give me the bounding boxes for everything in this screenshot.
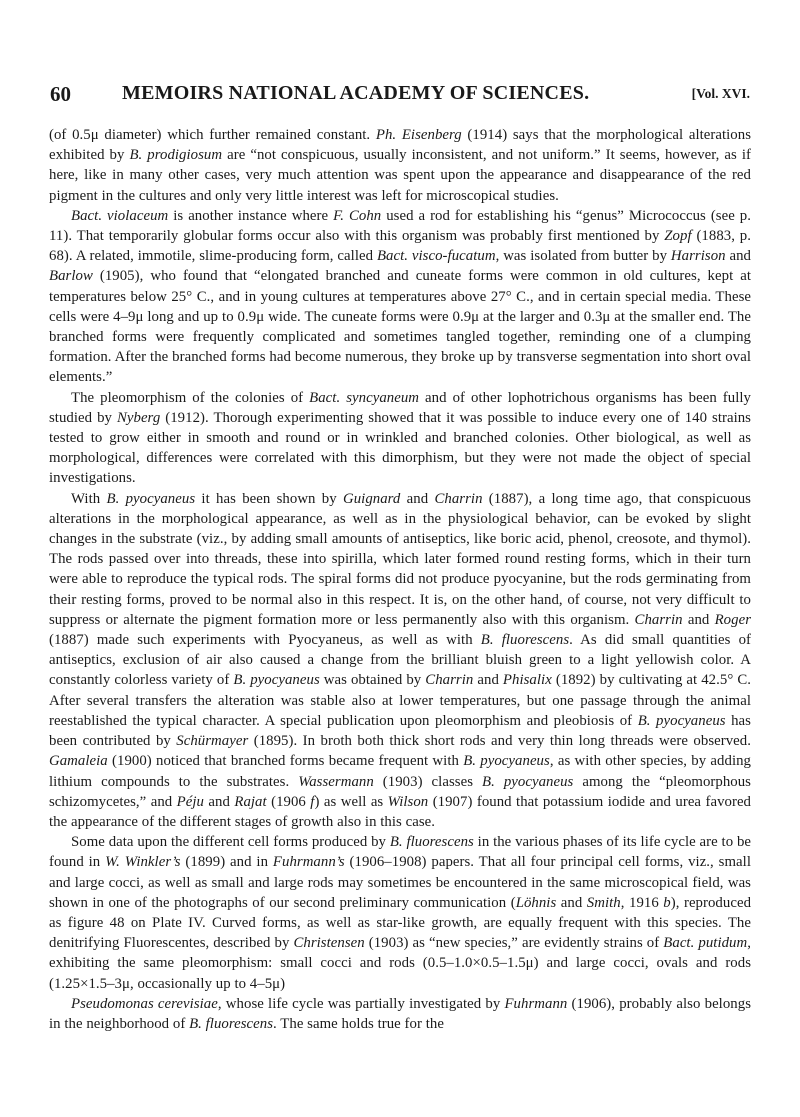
italic-run: Nyberg (116, 409, 161, 426)
italic-run: B. pyocyaneus (482, 773, 574, 790)
italic-run: Fuhrmann’s (272, 854, 345, 871)
text-run: (1900) noticed that branched forms became frequent with (107, 753, 464, 770)
text-run: . As did small quantities of antiseptics, exclusion of air also caused a change from the brilliant bluish green to a light yellowish color. A constantly colorless variety of (49, 632, 751, 689)
text-run: , as with other species, by adding lithium compounds to the substrates. (49, 753, 752, 790)
text-run: and (473, 672, 503, 689)
italic-run: Fuhrmann (504, 995, 568, 1012)
text-run: has been contributed by (49, 712, 751, 750)
text-run: . The same holds true for the (273, 1015, 444, 1032)
italic-run: f (310, 793, 315, 810)
text-run: Some data upon the different cell forms produced by (71, 834, 390, 851)
italic-run: Smith (586, 894, 621, 911)
paragraph-1 (49, 125, 751, 206)
italic-run: F. Cohn (333, 207, 382, 224)
italic-run: Roger (714, 611, 752, 628)
text-run: (1883, p. 68). A related, immotile, slime-producing form, called (49, 228, 752, 265)
italic-run: Charrin (434, 490, 483, 507)
italic-run: B. fluorescens (480, 632, 570, 649)
text-run: ) as well as (314, 793, 388, 810)
text-run: and (725, 248, 751, 265)
italic-run: Bact. syncyaneum (309, 389, 420, 406)
italic-run: B. pyocyaneus (637, 712, 726, 729)
italic-run: Rajat (234, 793, 267, 810)
text-run: is another instance where (168, 207, 334, 224)
text-run: (1895). In broth both thick short rods and very thin long threads were observed. (248, 733, 751, 750)
text-run: and of other lophotrichous organisms has been fully studied by (49, 389, 751, 426)
italic-run: Guignard (342, 490, 401, 507)
text-run: among the “pleomorphous schizomycetes,” and (49, 773, 751, 810)
body-text (49, 125, 751, 1034)
text-run: , whose life cycle was partially investigated by (217, 995, 505, 1012)
italic-run: Charrin (425, 672, 474, 689)
italic-run: Bact. visco-fucatum (376, 248, 496, 265)
italic-run: Schürmayer (176, 733, 249, 750)
text-run: (1906 (266, 793, 311, 810)
text-run: are “not conspicuous, usually inconsistent, and not uniform.” It seems, however, as if here, like in many other cases, very much attention was spent upon the appearance and disappearance of the red pigment in the cultures and only very little interest was left for microscopical studies. (49, 147, 751, 204)
italic-run: Bact. violaceum (71, 207, 169, 224)
italic-run: Ph. Eisenberg (375, 127, 462, 143)
italic-run: Bact. putidum (663, 935, 748, 952)
italic-run: Barlow (49, 268, 93, 285)
text-run: and (556, 894, 587, 911)
italic-run: W. Winkler’s (105, 854, 181, 871)
text-run: it has been shown by (195, 490, 343, 507)
text-run: used a rod for establishing his “genus” Micrococcus (see p. 11). That temporarily globular forms occur also with this organism was probably first mentioned by (49, 207, 751, 245)
text-run: , exhibiting the same pleomorphism: small cocci and rods (0.5–1.0×0.5–1.5μ) and large cocci, ovals and rods (1.25×1.5–3μ, occasionally up to 4–5μ) (49, 935, 751, 992)
text-run: (1906), probably also belongs in the neighborhood of (49, 995, 751, 1032)
text-run: in the various phases of its life cycle are to be found in (49, 834, 752, 871)
text-run: (1903) as “new species,” are evidently strains of (364, 935, 664, 952)
text-run: (1912). Thorough experimenting showed that it was possible to induce every one of 140 strains tested to grow either in smooth and round or in wrinkled and branched colonies. Other biological, as well as morphological, differences were correlated with this dimorphism, but they were not made the object of special investigations. (49, 409, 751, 487)
italic-run: Harrison (670, 248, 726, 265)
italic-run: Pseudomonas cerevisiae (71, 995, 218, 1012)
italic-run: B. pyocyaneus (233, 672, 320, 689)
paragraph-2 (49, 206, 751, 388)
paragraph-5 (49, 832, 751, 994)
text-run: (1907) found that potassium iodide and urea favored the appearance of the different stages of growth also in this case. (49, 793, 752, 830)
text-run: was obtained by (319, 672, 426, 689)
text-run: and (400, 490, 435, 507)
text-run: (1899) and in (180, 854, 273, 871)
text-run: (1906–1908) papers. That all four principal cell forms, viz., small and large cocci, as well as small and large rods may sometimes be encountered in the same microscopical field, was shown in one of the photographs of our second preliminary communication ( (49, 854, 751, 911)
italic-run: Wilson (387, 793, 429, 810)
paragraph-4 (49, 489, 751, 832)
paragraph-3 (49, 388, 751, 489)
text-run: (1905), who found that “elongated branched and cuneate forms were common in old cultures, kept at temperatures below 25° C., and in young cultures at temperatures above 27° C., and in certain special media. These cells were 4–9μ long and up to 0.9μ wide. The cuneate forms were 0.9μ at the larger and 0.3μ at the smaller end. The branched forms were frequently complicated and sometimes tangled together, reminding one of a clumping formation. After the branched forms had become numerous, they broke up by transverse segmentation into short oval elements.” (49, 268, 751, 386)
text-run: The pleomorphism of the colonies of (71, 389, 310, 406)
text-run: , was isolated from butter by (495, 248, 671, 265)
running-title: MEMOIRS NATIONAL ACADEMY OF SCIENCES. (122, 82, 590, 104)
volume-label: [Vol. XVI. (691, 86, 750, 101)
text-run: (1887), a long time ago, that conspicuous alterations in the morphological appearance, as well as in the physiological behavior, can be evoked by slight changes in the substrate (viz., by adding small amounts of antiseptics, like boric acid, phenol, creosote, and thymol). The rods passed over into threads, these into spirilla, which later formed round resting forms, which in their turn were able to reproduce the typical rods. The spiral forms did not produce pyocyanine, but the rods germinating from their resting forms, proved to be normal also in this respect. It is, on the other hand, of course, not very difficult to suppress or alternate the pigment formation more or less permanently also with this organism. (49, 490, 751, 628)
italic-run: B. pyocyaneus (463, 753, 550, 770)
text-run: ), reproduced as figure 48 on Plate IV. Curved forms, as well as star-like growth, are equally frequent with this species. The denitrifying Fluorescentes, described by (49, 894, 752, 952)
italic-run: Zopf (664, 228, 692, 245)
italic-run: B. prodigiosum (129, 147, 223, 164)
text-run: (1914) says that the morphological alterations exhibited by (49, 127, 752, 164)
italic-run: Phisalix (502, 672, 552, 689)
text-run: (1887) made such experiments with Pyocyaneus, as well as with (49, 632, 481, 649)
italic-run: b (663, 894, 671, 911)
text-run: With (71, 490, 107, 507)
italic-run: Gamaleia (49, 753, 108, 770)
italic-run: Christensen (293, 935, 365, 952)
italic-run: Charrin (634, 611, 683, 628)
running-header (50, 82, 750, 106)
text-run: (of 0.5μ diameter) which further remained constant. (49, 127, 376, 143)
italic-run: Wassermann (298, 773, 374, 790)
italic-run: B. pyocyaneus (106, 490, 196, 507)
italic-run: B. fluorescens (189, 1015, 274, 1032)
text-run: and (682, 611, 715, 628)
text-run: and (204, 793, 235, 810)
page-number: 60 (50, 82, 71, 106)
italic-run: B. fluorescens (389, 834, 474, 851)
text-run: (1892) by cultivating at 42.5° C. After several transfers the alteration was stable also at lower temperatures, but one passage through the animal reestablished the typical character. A special publication upon pleomorphism and pleobiosis of (49, 672, 751, 729)
paragraph-6 (49, 994, 751, 1034)
italic-run: Péju (176, 793, 204, 810)
text-run: , 1916 (620, 894, 664, 911)
italic-run: Löhnis (515, 894, 557, 911)
text-run: (1903) classes (373, 773, 482, 790)
